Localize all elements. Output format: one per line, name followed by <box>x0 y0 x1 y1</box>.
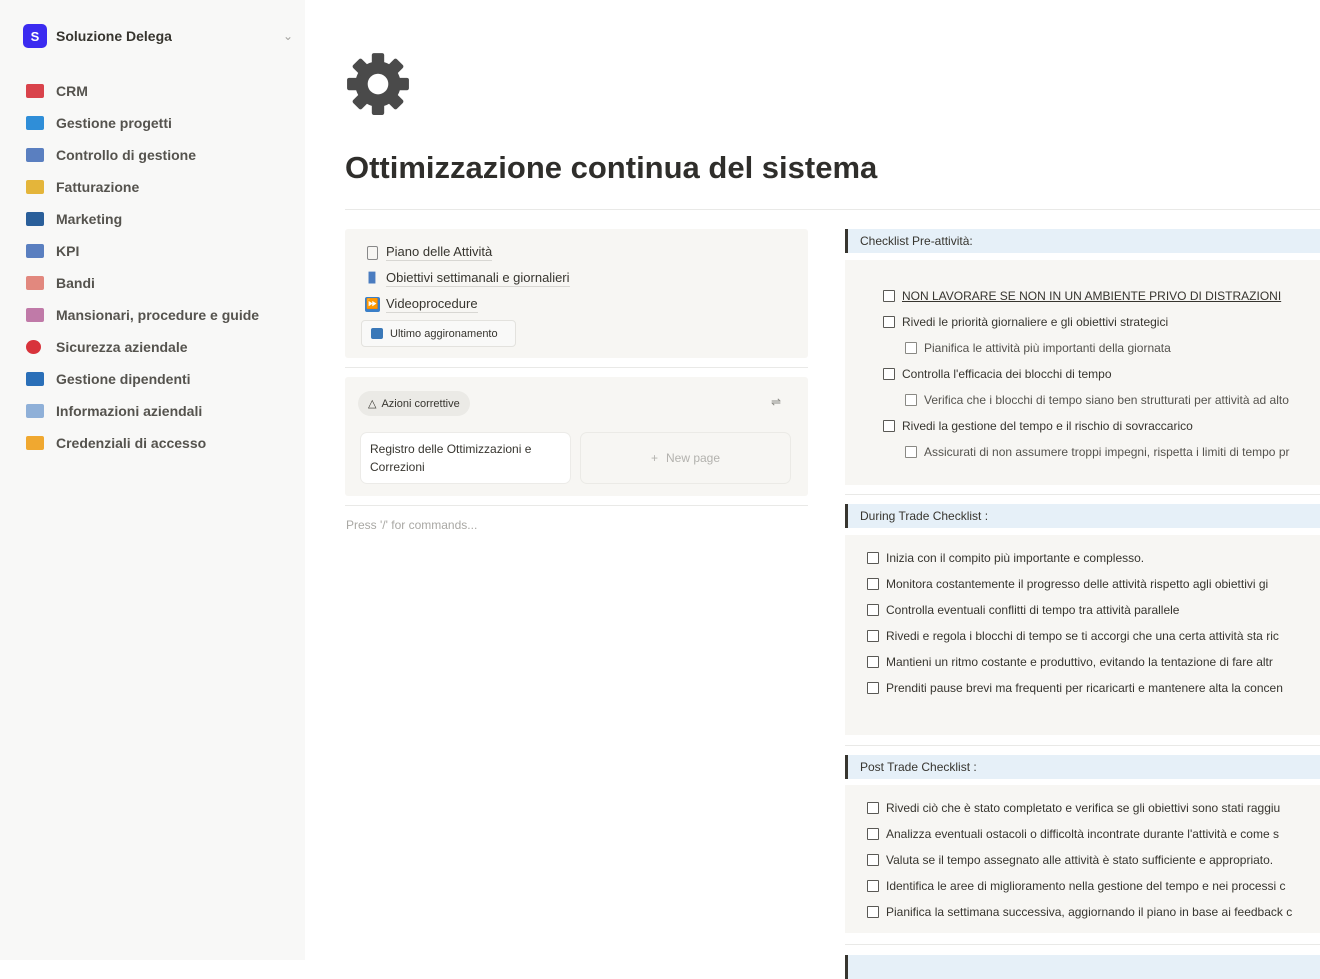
sidebar-item-label: KPI <box>56 243 80 259</box>
page-content <box>305 0 1320 960</box>
sidebar-item[interactable] <box>26 267 286 299</box>
checklist-item <box>883 289 1281 303</box>
sidebar-item-label: Marketing <box>56 211 123 227</box>
divider <box>345 505 808 506</box>
view-label: Azioni correttive <box>381 397 460 410</box>
card-title: Registro delle Ottimizzazioni e Correzioni <box>370 442 532 474</box>
new-page-button[interactable] <box>581 433 790 483</box>
new-page-label: New page <box>665 451 721 465</box>
checklist-item <box>905 341 1171 355</box>
checkbox[interactable] <box>867 906 879 918</box>
checkbox[interactable] <box>883 368 895 380</box>
checklist-item-text: Analizza eventuali ostacoli o difficoltà incontrate durante l'attività e come s <box>886 827 1279 841</box>
checklist-box <box>845 785 1320 933</box>
checkbox[interactable] <box>867 604 879 616</box>
books-icon <box>26 308 44 322</box>
sidebar-item[interactable] <box>26 331 286 363</box>
link-label: Piano delle Attività <box>386 244 493 259</box>
divider <box>845 944 1320 945</box>
gallery-card[interactable] <box>361 433 570 483</box>
heading-text: Post Trade Checklist : <box>860 760 977 774</box>
checklist-item-text: Valuta se il tempo assegnato alle attività è stato sufficiente e appropriato. <box>886 853 1274 867</box>
checklist-item-text: Rivedi e regola i blocchi di tempo se ti accorgi che una certa attività sta ric <box>886 629 1279 643</box>
checklist-item <box>867 603 1179 617</box>
heading-text: Checklist Pre-attività: <box>860 234 973 248</box>
sidebar-item[interactable] <box>26 395 286 427</box>
checkbox[interactable] <box>905 342 917 354</box>
link-label: Videoprocedure <box>386 296 478 311</box>
link-label: Obiettivi settimanali e giornalieri <box>386 270 570 285</box>
sidebar-item-label: Gestione progetti <box>56 115 172 131</box>
checkbox[interactable] <box>883 316 895 328</box>
page-title: Ottimizzazione continua del sistema <box>345 150 878 185</box>
sidebar-item-label: Controllo di gestione <box>56 147 196 163</box>
checkbox[interactable] <box>867 630 879 642</box>
sidebar-item[interactable] <box>26 75 286 107</box>
cash-register-icon <box>26 84 44 98</box>
sidebar-item[interactable] <box>26 139 286 171</box>
divider <box>345 367 808 368</box>
command-hint[interactable]: Press '/' for commands... <box>346 518 478 532</box>
last-update-button[interactable] <box>361 320 516 347</box>
database-view <box>345 377 808 496</box>
sidebar-item[interactable] <box>26 427 286 459</box>
checkbox[interactable] <box>867 880 879 892</box>
sidebar-nav <box>26 75 286 459</box>
fast-forward-icon: ⏩ <box>366 299 379 310</box>
checklist-item-text: Rivedi ciò che è stato completato e verifica se gli obiettivi sono stati raggiu <box>886 801 1281 815</box>
checkbox[interactable] <box>867 578 879 590</box>
page-icon <box>367 246 378 260</box>
calendar-icon <box>371 328 383 339</box>
speaking-head-icon <box>26 212 44 226</box>
checklist-box <box>845 260 1320 485</box>
link-videoprocedure[interactable] <box>365 296 478 313</box>
checkbox[interactable] <box>905 394 917 406</box>
sidebar-item-label: Informazioni aziendali <box>56 403 203 419</box>
bar-chart-icon <box>26 148 44 162</box>
plus-icon: + <box>650 451 658 465</box>
checklist-item-text: Rivedi la gestione del tempo e il rischio di sovraccarico <box>902 419 1193 433</box>
checklist-item <box>905 393 1289 407</box>
checklist-item <box>867 577 1268 591</box>
sidebar-item-label: Sicurezza aziendale <box>56 339 188 355</box>
checklist-heading <box>845 229 1320 253</box>
lock-icon <box>26 436 44 450</box>
button-label: Ultimo aggironamento <box>390 327 498 340</box>
checklist-item-text: Rivedi le priorità giornaliere e gli obiettivi strategici <box>902 315 1169 329</box>
checkbox[interactable] <box>883 420 895 432</box>
no-entry-icon <box>26 340 41 354</box>
sidebar-item[interactable] <box>26 203 286 235</box>
checklist-item-text: Assicurati di non assumere troppi impegni, rispetta i limiti di tempo pr <box>924 445 1290 459</box>
checklist-item-text: Verifica che i blocchi di tempo siano ben strutturati per attività ad alto <box>924 393 1289 407</box>
sidebar-item-label: Gestione dipendenti <box>56 371 191 387</box>
checklist-item <box>867 879 1286 893</box>
checklist-item <box>883 419 1193 433</box>
checklist-item-text: Pianifica la settimana successiva, aggiornando il piano in base ai feedback c <box>886 905 1293 919</box>
checklist-item-text: NON LAVORARE SE NON IN UN AMBIENTE PRIVO DI DISTRAZIONI <box>902 289 1282 303</box>
checklist-item-text: Controlla l'efficacia dei blocchi di tempo <box>902 367 1112 381</box>
checklist-heading <box>845 755 1320 779</box>
chevron-down-icon[interactable]: ⌄ <box>282 29 293 43</box>
memo-icon <box>26 404 44 418</box>
checklist-item <box>867 801 1280 815</box>
sidebar-item-label: Mansionari, procedure e guide <box>56 307 260 323</box>
people-icon <box>26 372 44 386</box>
checklist-item-text: Monitora costantemente il progresso delle attività rispetto agli obiettivi gi <box>886 577 1269 591</box>
sidebar-item-label: Fatturazione <box>56 179 140 195</box>
checklist-item <box>867 655 1273 669</box>
checklist-item-text: Identifica le aree di miglioramento nella gestione del tempo e nei processi c <box>886 879 1286 893</box>
workspace-logo: S <box>23 24 47 48</box>
triangle-icon: △ <box>368 398 377 410</box>
checklist-item <box>867 681 1283 695</box>
bar-chart-icon: ▉ <box>368 273 377 284</box>
checklist-item <box>867 905 1292 919</box>
checklist-item <box>867 853 1273 867</box>
checklist-item-text: Prenditi pause brevi ma frequenti per ricaricarti e mantenere alta la concen <box>886 681 1283 695</box>
link-piano-attivita[interactable] <box>365 244 492 261</box>
sidebar-item[interactable] <box>26 171 286 203</box>
checklist-item <box>883 315 1168 329</box>
heading-text: During Trade Checklist : <box>860 509 989 523</box>
checklist-box <box>845 535 1320 735</box>
checklist-item-text: Controlla eventuali conflitti di tempo tra attività parallele <box>886 603 1180 617</box>
workspace-name: Soluzione Delega <box>56 28 172 44</box>
link-obiettivi[interactable] <box>365 270 570 287</box>
checklist-item-text: Pianifica le attività più importanti della giornata <box>924 341 1171 355</box>
sidebar-item-label: Bandi <box>56 275 95 291</box>
divider <box>845 745 1320 746</box>
checkbox[interactable] <box>867 828 879 840</box>
money-bag-icon <box>26 180 44 194</box>
checkbox[interactable] <box>867 682 879 694</box>
checkbox[interactable] <box>867 802 879 814</box>
sidebar <box>0 0 305 960</box>
folder-icon <box>26 116 44 130</box>
checkbox[interactable] <box>867 552 879 564</box>
sidebar-item[interactable] <box>26 235 286 267</box>
checkbox[interactable] <box>905 446 917 458</box>
sidebar-item[interactable] <box>26 363 286 395</box>
sidebar-item-label: CRM <box>56 83 88 99</box>
divider <box>845 494 1320 495</box>
checklist-item <box>883 367 1112 381</box>
workspace-switcher[interactable] <box>23 24 293 48</box>
checkbox[interactable] <box>867 854 879 866</box>
checkbox[interactable] <box>883 290 895 302</box>
settings-sliders-icon[interactable]: ⇌ <box>771 395 782 409</box>
checkbox[interactable] <box>867 656 879 668</box>
checklist-item-text: Inizia con il compito più importante e complesso. <box>886 551 1145 565</box>
view-tab-azioni-correttive[interactable] <box>358 391 470 416</box>
checklist-item <box>867 827 1279 841</box>
links-callout <box>345 229 808 358</box>
clipboard-icon <box>26 276 44 290</box>
checklist-item <box>905 445 1289 459</box>
divider <box>345 209 1320 210</box>
bar-chart-icon <box>26 244 44 258</box>
gear-icon[interactable] <box>345 50 411 118</box>
checklist-item <box>867 629 1279 643</box>
checklist-item-text: Mantieni un ritmo costante e produttivo, evitando la tentazione di fare altr <box>886 655 1273 669</box>
checklist-heading <box>845 955 1320 979</box>
sidebar-item-label: Credenziali di accesso <box>56 435 207 451</box>
sidebar-item[interactable] <box>26 299 286 331</box>
checklist-heading <box>845 504 1320 528</box>
sidebar-item[interactable] <box>26 107 286 139</box>
checklist-item <box>867 551 1144 565</box>
